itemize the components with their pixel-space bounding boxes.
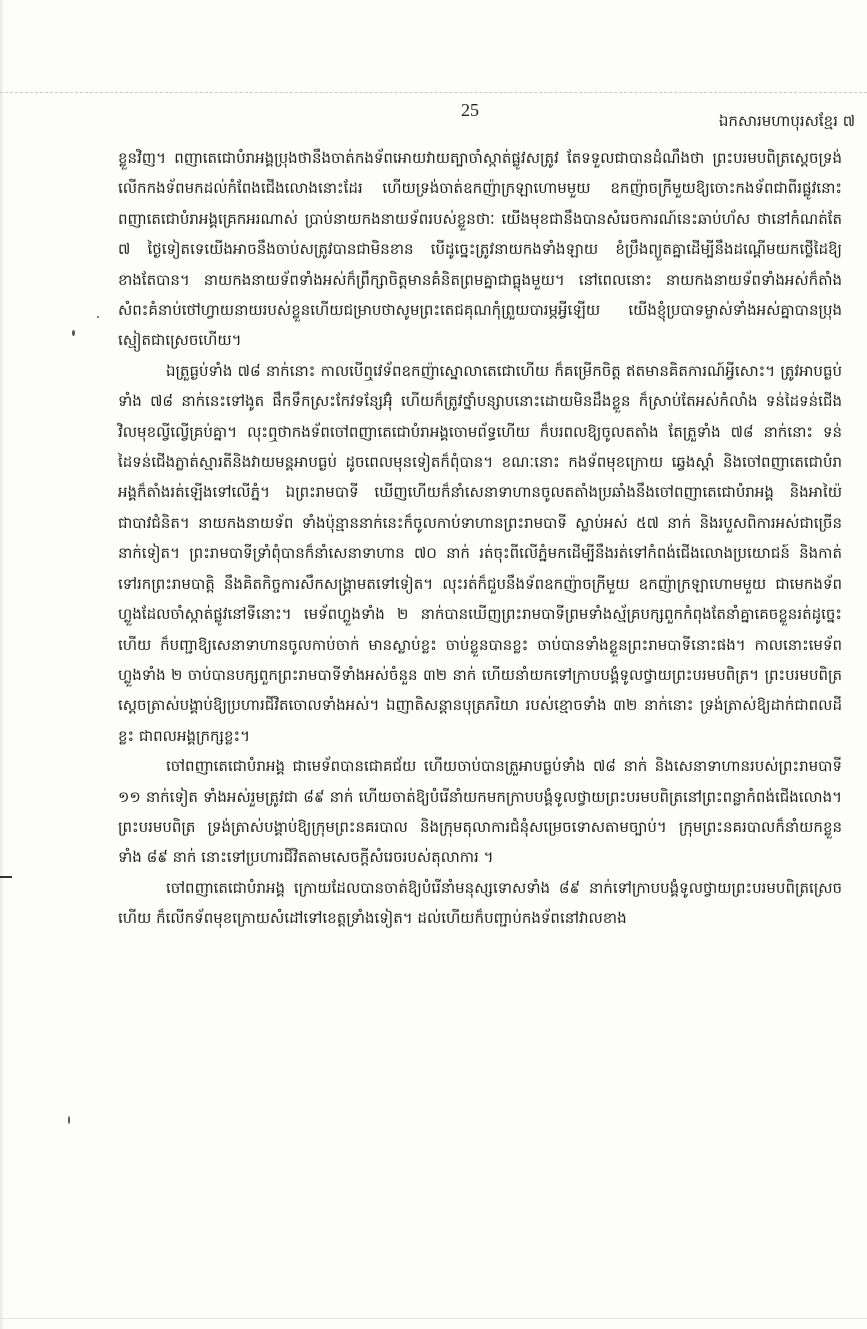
page-number: 25	[461, 100, 479, 120]
margin-mark	[0, 876, 12, 878]
footer-scan-line	[0, 1318, 867, 1319]
paragraph: ចៅពញាតេជោបំរាអង្គ ជាមេទ័ពបានជោគជ័យ ហើយចាប់បានត្រួអាបធ្ងប់ទាំង ៧៨ នាក់ និងសេនាទាហានរបស់ព្រះរាមបាទី ១១ នាក់ទៀត ទាំងអស់រួមត្រូវជា ៨៩ នាក់ ហើយចាត់ឱ្យបំរើនាំយកមកក្រាបបង្គំទូលថ្វាយព្រះបរមបពិត្រនៅព្រះពន្លាកំពង់ជើងលោង។ ព្រះបរមបពិត្រ ទ្រង់ត្រាស់បង្គាប់ឱ្យក្រុមព្រះនគរបាល និងក្រុមតុលាការជំនុំសម្រេចទោសតាមច្បាប់។ ក្រុមព្រះនគរបាលក៏នាំយកខ្លួនទាំង ៨៩ នាក់ នោះទៅប្រហារជីវិតតាមសេចក្តីសំរេចរបស់តុលាការ ។	[118, 757, 842, 867]
paragraph: ចៅពញាតេជោបំរាអង្គ ក្រោយដែលបានចាត់ឱ្យបំរើនាំមនុស្សទោសទាំង ៨៩ នាក់ទៅក្រាបបង្គំទូលថ្វាយព្រះបរមបពិត្រស្រេចហើយ ក៏លើកទ័ពមុខក្រោយសំដៅទៅខេត្តទ្រាំងទៀត។ ដល់ហើយក៏បញ្ជាប់កងទ័ពនៅវាលខាង	[118, 878, 842, 928]
scan-speck	[97, 316, 99, 318]
paragraph: ខ្លួនវិញ។ ពញាតេជោបំរាអង្គប្រុងថានឹងចាត់កងទ័ពអោយវាយត្បាចាំស្កាត់ផ្លូវសត្រូវ តែទទួលជាបានដំណឹងថា ព្រះបរមបពិត្រស្តេចទ្រង់លើកកងទ័ពមកដល់កំពែងជើងលោងនោះដែរ ហើយទ្រង់ចាត់ឧកញ៉ាក្រឡាហោមមួយ ឧកញ៉ាចក្រីមួយឱ្យចោះកងទ័ពជាពីរផ្លូវនោះ ពញាតេជោបំរាអង្គគ្រេកអរណាស់ ប្រាប់នាយកងនាយទ័ពរបស់ខ្លួនថាៈ យើងមុខជានឹងបានសំរេចការណ៍នេះឆាប់ហ័ស ថានៅកំណត់តែ ៧ ថ្ងៃទៀតទេយើងអាចនឹងចាប់សត្រូវបានជាមិនខាន បើដូច្នេះត្រូវនាយកងទាំងឡាយ ខំប្រឹងព្យួតគ្នាដើម្បីនឹងដណ្តើមយកថ្លើដៃឱ្យខាងតែបាន។ នាយកងនាយទ័ពទាំងអស់ក៏ព្រឹក្សាចិត្តមានគំនិតព្រមគ្នាជាធ្លុងមួយ។ នៅពេលនោះ នាយកងនាយទ័ពទាំងអស់ក៏តាំងសំពះគំនាប់ថៅហ្វាយនាយរបស់ខ្លួនហើយជម្រាបថាសូមព្រះតេជគុណកុំព្រួយបារម្ភអ្វីឡើយ យើងខ្ញុំប្របាទម្ចាស់ទាំងអស់គ្នាបានប្រុងស្មៀតជាស្រេចហើយ។	[118, 149, 842, 350]
page-edge-shadow	[0, 0, 4, 1329]
running-head: ឯកសារមហាបុរសខ្មែរ ៧	[718, 112, 855, 130]
body-text	[118, 143, 842, 934]
header-scan-line	[0, 92, 867, 93]
scan-speck	[72, 330, 75, 336]
scan-speck	[68, 1116, 70, 1124]
paragraph: ឯត្រួធ្ងប់ទាំង ៧៨ នាក់នោះ កាលបើឮវេទ័ពឧកញ៉ាស្នោលាតេជោហើយ ក៏គម្រើកចិត្ត ឥតមានគិតការណ៍អ្វីសោះ។ ត្រូវអាបធ្ងប់ទាំង ៧៨ នាក់នេះទៅងូត ផឹកទឹកស្រះកែវទន្សែអ៊ុំ ហើយក៏ត្រូវថ្នាំបន្សាបនោះដោយមិនដឹងខ្លួន ក៏ស្រាប់តែអស់កំលាំង ទន់ដៃទន់ជើងវិលមុខល្វីល្វើគ្រប់គ្នា។ លុះឮថាកងទ័ពចៅពញាតេជោបំរាអង្គចោមព័ទ្ធហើយ ក៏បរពលឱ្យចូលតតាំង តែត្រួទាំង ៧៨ នាក់នោះ ទន់ដៃទន់ជើងភ្លាត់ស្មារតីនិងវាយមន្តអាបធ្ងប់ ដូចពេលមុនទៀតក៏ពុំបាន។ ខណៈនោះ កងទ័ពមុខក្រោយ ឆ្វេងស្តាំ និងចៅពញាតេជោបំរាអង្គក៏តាំងរត់ឡើងទៅលើភ្នំ។ ឯព្រះរាមបាទី ឃើញហើយក៏នាំសេនាទាហានចូលតតាំងប្រឆាំងនឹងចៅពញាតេជោបំរាអង្គ និងអាយ៉ៃជាបាវជំនិត។ នាយកងនាយទ័ព ទាំងប៉ុន្មាននាក់នេះក៏ចូលកាប់ទាហានព្រះរាមបាទី ស្លាប់អស់ ៥៧ នាក់ និងរបួសពិការអស់ជាច្រើននាក់ទៀត។ ព្រះរាមបាទីទ្រាំពុំបានក៏នាំសេនាទាហាន ៧០ នាក់ រត់ចុះពីលើភ្នំមកដើម្បីនឹងរត់ទៅកំពង់ជើងលោងប្រយោជន៍ និងកាត់ទៅរកព្រះរាមបាត្តិ នឹងគិតកិច្ចការសឹកសង្គ្រាមតទៅទៀត។ លុះរត់ក៏ជួបនឹងទ័ពឧកញ៉ាចក្រីមួយ ឧកញ៉ាក្រឡាហោមមួយ ជាមេកងទ័ពហ្លួងដែលចាំស្កាត់ផ្លូវនៅទីនោះ។ មេទ័ពហ្លួងទាំង ២ នាក់បានឃើញព្រះរាមបាទីព្រមទាំងស្ម័គ្របក្សពួកកំពុងតែនាំគ្នាគេចខ្លួនរត់ដូច្នេះហើយ ក៏បញ្ជាឱ្យសេនាទាហានចូលកាប់ចាក់ មានស្លាប់ខ្លះ ចាប់ខ្លួនបានខ្លះ ចាប់បានទាំងខ្លួនព្រះរាមបាទីនោះផង។ កាលនោះមេទ័ពហ្លួងទាំង ២ ចាប់បានបក្សពួកព្រះរាមបាទីទាំងអស់ចំនួន ៣២ នាក់ ហើយនាំយកទៅក្រាបបង្គំទូលថ្វាយព្រះបរមបពិត្រ។ ព្រះបរមបពិត្រស្តេចត្រាស់បង្គាប់ឱ្យប្រហារជីវិតចោលទាំងអស់។ ឯញាតិសន្តានបុត្រភរិយា របស់ខ្មោចទាំង ៣២ នាក់នោះ ទ្រង់ត្រាស់ឱ្យដាក់ជាពលដីខ្លះ ជាពលអង្គក្រក្សខ្លះ។	[118, 361, 842, 745]
